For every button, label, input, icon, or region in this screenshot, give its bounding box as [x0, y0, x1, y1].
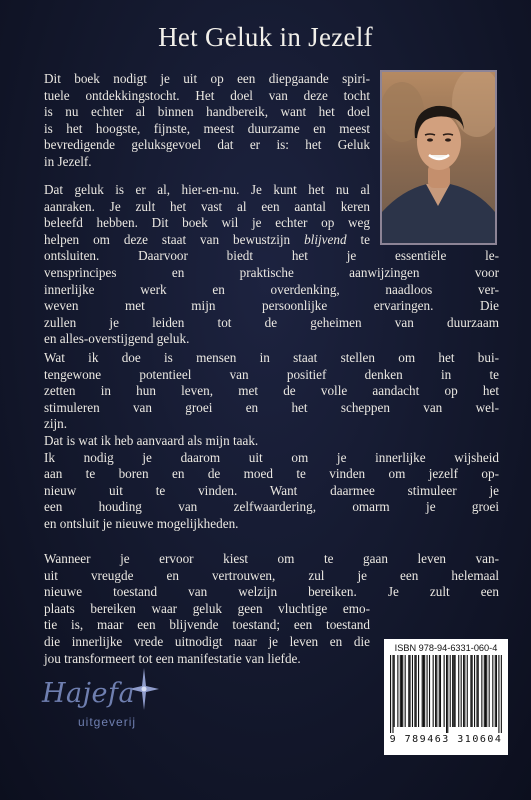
- text-line: beleefd hebben. Dit boek wil je echter op weg: [44, 215, 370, 231]
- barcode-bar: [444, 655, 445, 727]
- barcode-bar: [436, 655, 437, 727]
- publisher-logo: [36, 668, 176, 748]
- barcode-bar: [458, 655, 459, 727]
- text-line: in Jezelf.: [44, 153, 92, 169]
- barcode-bar: [496, 655, 497, 727]
- barcode-bar: [400, 655, 401, 727]
- book-title: Het Geluk in Jezelf: [158, 22, 373, 52]
- text-line: en ontsluit je nieuwe mogelijkheden.: [44, 515, 239, 531]
- barcode-bar: [429, 655, 430, 727]
- mission-block: [44, 350, 499, 533]
- barcode-bar: [435, 655, 436, 727]
- barcode-bar: [433, 655, 434, 727]
- barcode-bar: [476, 655, 477, 727]
- text-line: nieuwe toestand van welzijn bereiken. Je zult een: [44, 584, 499, 600]
- text-line: is nu echter al binnen handbereik, want het doel: [44, 104, 370, 120]
- barcode-bar: [408, 655, 409, 727]
- barcode-bar: [390, 655, 391, 733]
- barcode-bar: [418, 655, 419, 727]
- barcode-bar: [486, 655, 487, 727]
- text-line: aan te boren en de moed te vinden om jezelf op-: [44, 466, 499, 482]
- barcode-bar: [501, 655, 502, 733]
- barcode-bar: [409, 655, 410, 727]
- text-line: zullen je leiden tot de geheimen van duurzaam: [44, 314, 499, 330]
- text-line: Dat is wat ik heb aanvaard als mijn taak.: [44, 432, 259, 448]
- barcode-bar: [472, 655, 473, 727]
- barcode-bar: [489, 655, 490, 727]
- text-segment: te: [346, 231, 370, 247]
- barcode-bar: [424, 655, 425, 727]
- text-line: vensprincipes en praktische aanwijzingen voor: [44, 264, 499, 280]
- barcode-bar: [463, 655, 464, 727]
- text-line: tuele ontdekkingstocht. Het doel van deze tocht: [44, 87, 370, 103]
- text-line: stimuleren van groei en het scheppen van wel-: [44, 399, 499, 415]
- barcode-bar: [402, 655, 403, 727]
- text-line: die innerlijke vrede uitnodigt naar je leven en die: [44, 633, 370, 649]
- isbn-barcode: [384, 639, 508, 755]
- barcode-bar: [446, 655, 447, 733]
- text-line: jou transformeert tot een manifestatie van liefde.: [44, 650, 301, 666]
- publisher-subtitle: uitgeverij: [78, 715, 137, 729]
- barcode-bar: [484, 655, 485, 727]
- text-line: Dat geluk is er al, hier-en-nu. Je kunt het nu al: [44, 182, 370, 197]
- text-line-emphasis: [44, 232, 370, 249]
- text-line: ontsluiten. Daarvoor biedt het je essentiële le-: [44, 248, 499, 264]
- barcode-bar: [394, 655, 395, 727]
- text-line: weven met mijn persoonlijke ervaringen. Die: [44, 298, 499, 314]
- text-line: innerlijke werk en overdenking, naadloos ver-: [44, 281, 499, 297]
- text-line: is het hoogste, fijnste, meest duurzame en meest: [44, 120, 370, 136]
- barcode-bar: [461, 655, 462, 727]
- text-segment: helpen om deze staat van bewustzijn: [44, 231, 305, 247]
- barcode-bar: [397, 655, 398, 727]
- barcode-bar: [427, 655, 428, 727]
- text-line: tengewone potentieel van positief denken in te: [44, 366, 499, 382]
- barcode-bar: [452, 655, 453, 727]
- intro-paragraph: [44, 71, 370, 171]
- text-line: aanraken. Je zult het vast al een aantal keren: [44, 198, 370, 214]
- second-paragraph: [44, 182, 499, 348]
- text-line: Wat ik doe is mensen in staat stellen om het bui-: [44, 350, 499, 365]
- barcode-bar: [464, 655, 465, 727]
- barcode-bar: [422, 655, 423, 727]
- isbn-label: ISBN 978-94-6331-060-4: [394, 643, 498, 653]
- barcode-bar: [498, 655, 499, 733]
- text-line: nieuw uit te vinden. Want daarmee stimuleer je: [44, 482, 499, 498]
- emphasis-word: blijvend: [304, 231, 347, 247]
- barcode-bar: [414, 655, 415, 727]
- barcode-bar: [447, 655, 448, 733]
- barcode-bar: [492, 655, 493, 727]
- barcode-bar: [450, 655, 451, 727]
- text-line: uit vreugde en vertrouwen, zul je een helemaal: [44, 567, 499, 583]
- barcode-bar: [481, 655, 482, 727]
- barcode-bar: [423, 655, 424, 727]
- barcode-bar: [453, 655, 454, 727]
- barcode-bar: [412, 655, 413, 727]
- publisher-name: Hajefa: [42, 678, 136, 709]
- text-line: bevredigende geluksgevoel dat er is: het Geluk: [44, 137, 370, 153]
- barcode-bar: [470, 655, 471, 727]
- text-line: plaats bereiken waar geluk geen vluchtige emo-: [44, 600, 370, 616]
- text-line: Wanneer je ervoor kiest om te gaan leven van-: [44, 551, 499, 566]
- barcode-bar: [478, 655, 479, 727]
- barcode-digits: 9 789463 310604: [389, 734, 503, 745]
- barcode-bar: [474, 655, 475, 727]
- text-line: Ik nodig je daarom uit om je innerlijke wijsheid: [44, 449, 499, 465]
- barcode: [390, 655, 502, 733]
- barcode-bar: [455, 655, 456, 727]
- barcode-bar: [467, 655, 468, 727]
- barcode-bar: [416, 655, 417, 727]
- text-line: zetten in hun leven, met de volle aandacht op het: [44, 383, 499, 399]
- text-line: tie is, maar een blijvende toestand; een toestand: [44, 617, 370, 633]
- text-line: en alles-overstijgend geluk.: [44, 331, 190, 347]
- text-line: Dit boek nodigt je uit op een diepgaande spiri-: [44, 71, 370, 86]
- text-line: een houding van zelfwaardering, omarm je groei: [44, 499, 499, 515]
- barcode-bar: [495, 655, 496, 727]
- barcode-bar: [440, 655, 441, 727]
- barcode-bar: [439, 655, 440, 727]
- barcode-bar: [405, 655, 406, 727]
- text-line: zijn.: [44, 416, 68, 432]
- barcode-bar: [485, 655, 486, 727]
- barcode-bar: [401, 655, 402, 727]
- barcode-bar: [392, 655, 393, 733]
